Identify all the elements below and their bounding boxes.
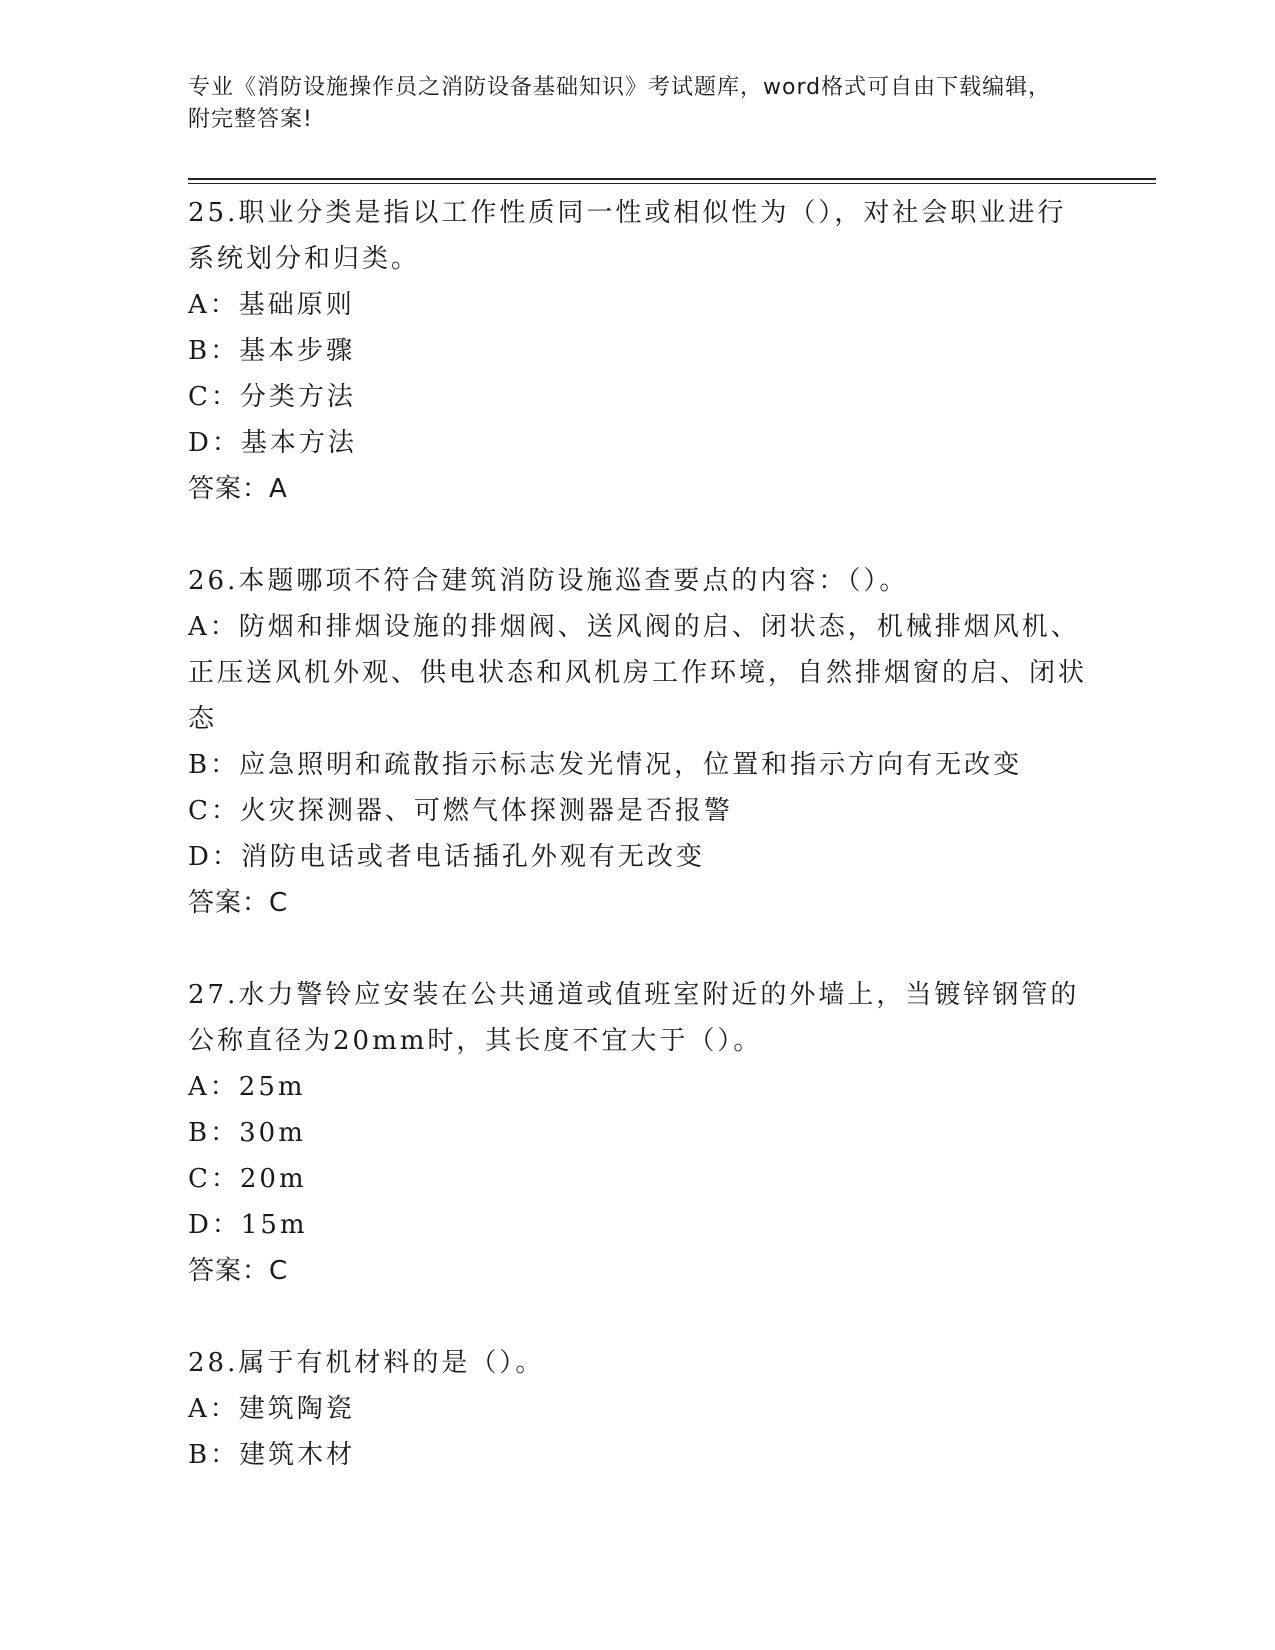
option-b: B：建筑木材 bbox=[188, 1440, 356, 1470]
option-a: A：25m bbox=[188, 1072, 306, 1102]
header-divider-thin bbox=[188, 183, 1156, 184]
question-stem: 27.水力警铃应安装在公共通道或值班室附近的外墙上，当镀锌钢管的公称直径为20mm时，其长度不宜大于（）。 bbox=[188, 980, 1080, 1056]
question-stem: 25.职业分类是指以工作性质同一性或相似性为（），对社会职业进行系统划分和归类。 bbox=[188, 198, 1067, 274]
option-d: D：基本方法 bbox=[188, 428, 357, 458]
option-c: C：火灾探测器、可燃气体探测器是否报警 bbox=[188, 796, 733, 826]
option-b: B：应急照明和疏散指示标志发光情况，位置和指示方向有无改变 bbox=[188, 750, 1023, 780]
option-b: B：基本步骤 bbox=[188, 336, 356, 366]
option-a: A：基础原则 bbox=[188, 290, 355, 320]
option-a: A：建筑陶瓷 bbox=[188, 1394, 355, 1424]
option-b: B：30m bbox=[188, 1118, 306, 1148]
answer: 答案：A bbox=[188, 474, 288, 504]
option-c: C：分类方法 bbox=[188, 382, 356, 412]
document-header: 专业《消防设施操作员之消防设备基础知识》考试题库，word格式可自由下载编辑，附完整答案! bbox=[188, 75, 1052, 132]
option-a: A：防烟和排烟设施的排烟阀、送风阀的启、闭状态，机械排烟风机、正压送风机外观、供电状态和风机房工作环境，自然排烟窗的启、闭状态 bbox=[188, 612, 1088, 734]
option-d: D：15m bbox=[188, 1210, 308, 1240]
option-d: D：消防电话或者电话插孔外观有无改变 bbox=[188, 842, 705, 872]
option-c: C：20m bbox=[188, 1164, 307, 1194]
question-list bbox=[188, 190, 1088, 1524]
question-25 bbox=[188, 190, 1088, 512]
question-stem: 26.本题哪项不符合建筑消防设施巡查要点的内容：（）。 bbox=[188, 566, 909, 596]
question-28 bbox=[188, 1340, 1088, 1478]
header-divider bbox=[188, 178, 1156, 180]
answer: 答案：C bbox=[188, 1256, 289, 1286]
question-26 bbox=[188, 558, 1088, 926]
answer: 答案：C bbox=[188, 888, 289, 918]
question-27 bbox=[188, 972, 1088, 1294]
question-stem: 28.属于有机材料的是（）。 bbox=[188, 1348, 545, 1378]
